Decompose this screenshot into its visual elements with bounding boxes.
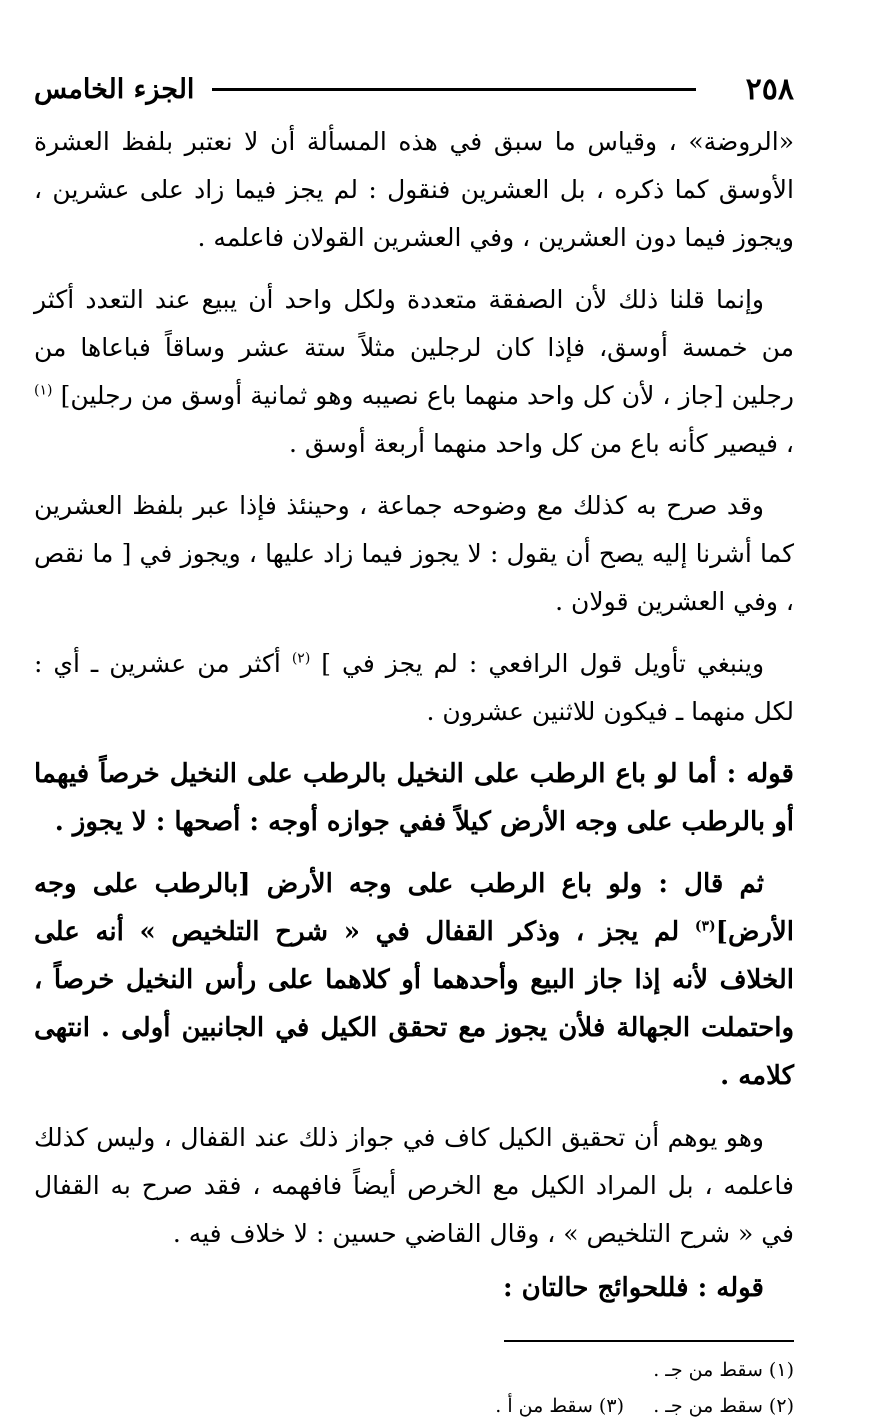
paragraph-8: قوله : فللحوائج حالتان : [502, 1273, 764, 1303]
paragraph-6 [34, 860, 794, 1100]
paragraph-text: ، فيصير كأنه باع من كل واحد منهما أربعة أوسق . [288, 429, 794, 458]
footnote-row [34, 1388, 794, 1424]
paragraph-text: أكثر من عشرين ـ أي : لكل منهما ـ فيكون للاثنين عشرون . [34, 649, 794, 726]
running-title: الجزء الخامس [34, 73, 195, 105]
footnotes [34, 1352, 794, 1424]
paragraph-1: «الروضة» ، وقياس ما سبق في هذه المسألة أن لا نعتبر بلفظ العشرة الأوسق كما ذكره ، بل العشرين فنقول : لم يجز فيما زاد على عشرين ، ويجوز فيما دون العشرين ، وفي العشرين القولان فاعلمه . [34, 127, 794, 252]
footnote-ref-2: (٢) [291, 650, 311, 667]
footnote-1 [34, 1352, 794, 1388]
page-header [34, 60, 794, 118]
header-rule [212, 88, 696, 91]
paragraph-text: وينبغي تأويل قول الرافعي : لم يجز في ] [321, 649, 765, 678]
page-body [34, 118, 794, 1312]
footnote-text: (١) سقط من جـ . [653, 1359, 794, 1381]
book-page [34, 60, 794, 1424]
footnote-2: (٢) سقط من جـ . [653, 1395, 794, 1417]
footnote-ref-3: (٣) [694, 918, 716, 935]
footnote-3: (٣) سقط من أ . [495, 1395, 624, 1417]
paragraph-3: وقد صرح به كذلك مع وضوحه جماعة ، وحينئذ فإذا عبر بلفظ العشرين كما أشرنا إليه يصح أن يقول : لا يجوز فيما زاد عليها ، ويجوز في [ ما نقص ، وفي العشرين قولان . [34, 491, 794, 616]
paragraph-text: وإنما قلنا ذلك لأن الصفقة متعددة ولكل واحد أن يبيع عند التعدد أكثر من خمسة أوسق، فإذا كان لرجلين مثلاً ستة عشر وساقاً فباعاها من رجلين [جاز ، لأن كل واحد منهما باع نصيبه وهو ثمانية أوسق من رجلين] [34, 285, 794, 410]
paragraph-text: لم يجز ، وذكر القفال في « شرح التلخيص » أنه على الخلاف لأنه إذا جاز البيع وأحدهما أو كلاهما على رأس النخيل خرصاً ، واحتملت الجهالة فلأن يجوز مع تحقق الكيل في الجانبين أولى . انتهى كلامه . [34, 917, 794, 1091]
paragraph-text: ثم قال : ولو باع الرطب على وجه الأرض [بالرطب على وجه الأرض] [34, 869, 794, 947]
paragraph-4 [34, 640, 794, 736]
paragraph-5: قوله : أما لو باع الرطب على النخيل بالرطب على النخيل خرصاً فيهما أو بالرطب على وجه الأرض كيلاً ففي جوازه أوجه : أصحها : لا يجوز . [34, 759, 794, 837]
paragraph-7: وهو يوهم أن تحقيق الكيل كاف في جواز ذلك عند القفال ، وليس كذلك فاعلمه ، بل المراد الكيل مع الخرص أيضاً فافهمه ، فقد صرح به القفال في « شرح التلخيص » ، وقال القاضي حسين : لا خلاف فيه . [34, 1123, 794, 1248]
paragraph-2 [34, 276, 794, 468]
page-number: ٢٥٨ [745, 71, 794, 107]
footnote-rule [504, 1340, 794, 1342]
footnote-ref-1: (١) [34, 382, 53, 399]
